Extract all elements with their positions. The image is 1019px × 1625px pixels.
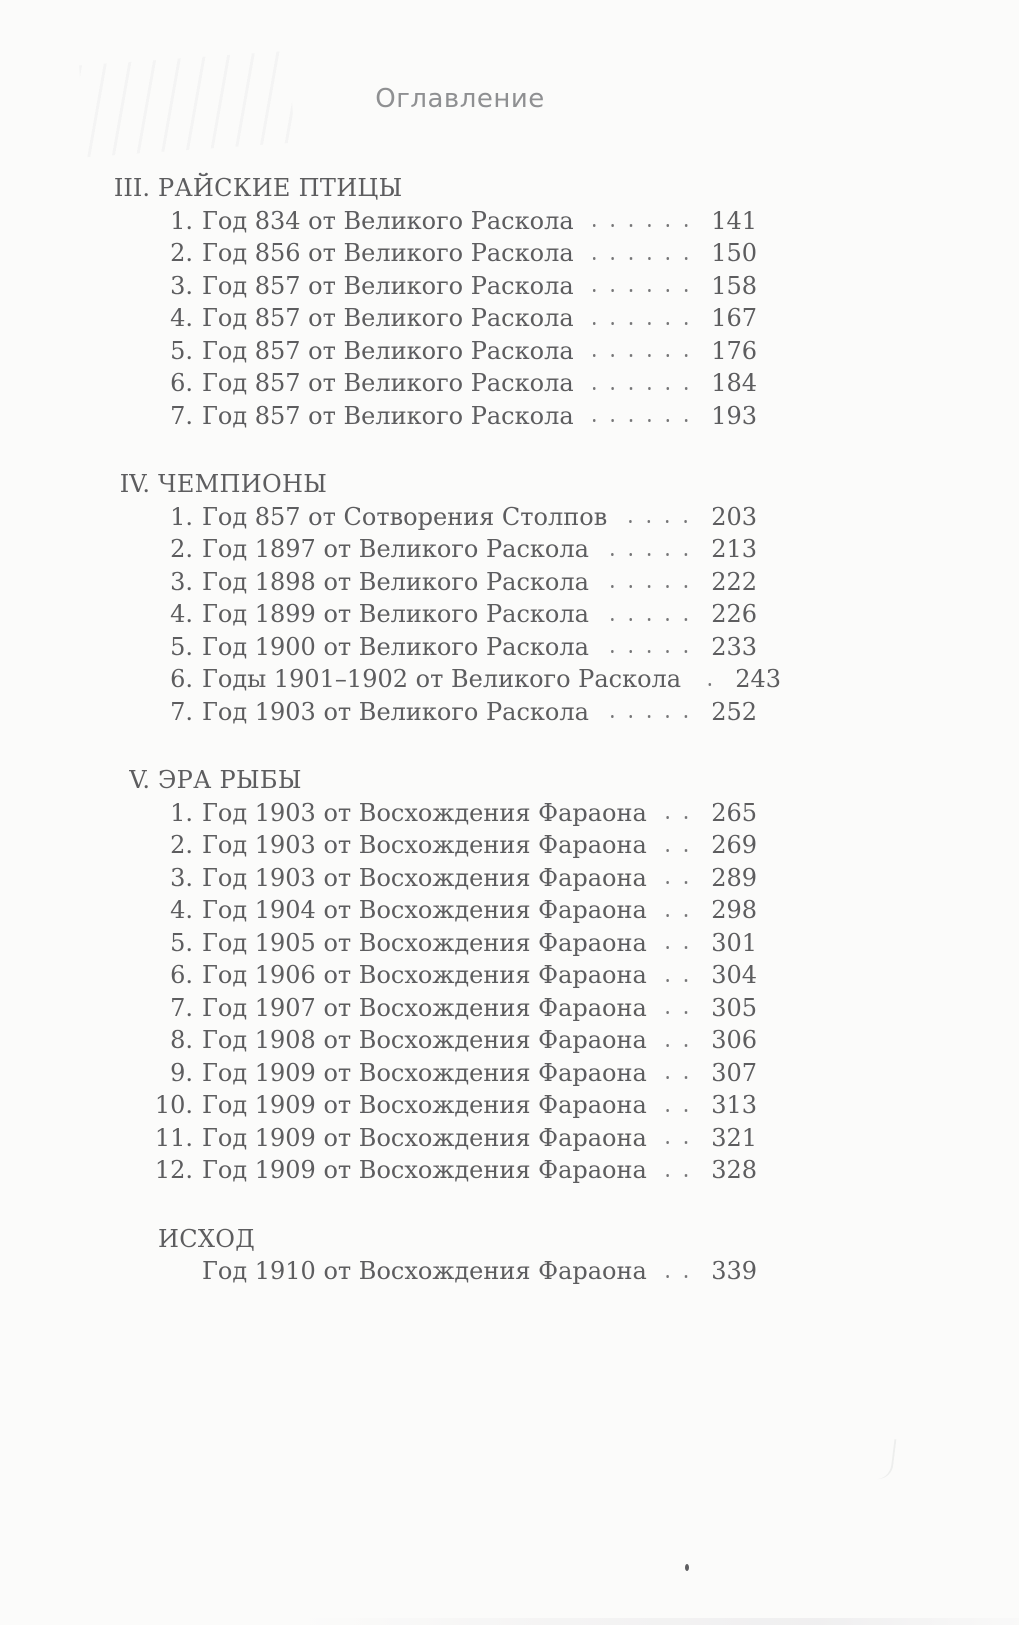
dot-leader xyxy=(661,971,695,990)
toc-section xyxy=(100,1223,757,1288)
dot-leader xyxy=(588,281,695,300)
dot-leader xyxy=(588,249,695,268)
entry-title: Год 1897 от Великого Раскола xyxy=(202,535,589,563)
entry-page-number: 222 xyxy=(711,567,757,596)
entry-title: Год 1909 от Восхождения Фараона xyxy=(202,1156,647,1184)
entry-title: Год 1903 от Восхождения Фараона xyxy=(202,798,647,827)
entry-page-number: 193 xyxy=(711,401,757,430)
scan-mark xyxy=(874,1437,897,1481)
toc-entry xyxy=(100,566,757,599)
dot-leader xyxy=(661,841,695,860)
dot-leader xyxy=(661,1003,695,1022)
section-title: ЧЕМПИОНЫ xyxy=(158,470,328,498)
dot-leader xyxy=(588,379,695,398)
dot-leader xyxy=(588,314,695,333)
entry-title: Год 1903 от Восхождения Фараона xyxy=(202,831,647,859)
entry-number: 6. xyxy=(170,665,193,693)
entry-number: 5. xyxy=(170,632,193,661)
section-header xyxy=(100,1223,757,1256)
section-entries xyxy=(100,1255,757,1288)
entry-page-number: 306 xyxy=(711,1026,757,1054)
toc-entry xyxy=(100,862,757,895)
scan-speck xyxy=(685,1564,689,1571)
dot-leader xyxy=(603,577,695,596)
dot-leader xyxy=(661,1133,695,1152)
section-title: ЭРА РЫБЫ xyxy=(158,766,302,794)
entry-page-number: 298 xyxy=(711,896,757,924)
entry-title: Год 1906 от Восхождения Фараона xyxy=(202,961,647,989)
entry-title: Год 1905 от Восхождения Фараона xyxy=(202,928,647,957)
entry-page-number: 167 xyxy=(711,304,757,332)
entry-number: 1. xyxy=(170,206,193,235)
entry-title: Год 857 от Великого Раскола xyxy=(202,369,574,397)
entry-page-number: 321 xyxy=(711,1123,757,1152)
toc-section xyxy=(100,764,757,1187)
toc-entry xyxy=(100,1024,757,1057)
entry-number: 7. xyxy=(170,697,193,726)
dot-leader xyxy=(695,675,719,694)
entry-title: Год 1899 от Великого Раскола xyxy=(202,600,589,628)
entry-number: 4. xyxy=(170,600,193,628)
entry-page-number: 141 xyxy=(711,206,757,235)
dot-leader xyxy=(661,808,695,827)
entry-title: Год 1898 от Великого Раскола xyxy=(202,567,589,596)
entry-title: Год 857 от Великого Раскола xyxy=(202,336,574,365)
toc-entry xyxy=(100,335,757,368)
entry-page-number: 158 xyxy=(711,271,757,300)
entry-number: 5. xyxy=(170,928,193,957)
entry-number: 1. xyxy=(170,798,193,827)
section-entries xyxy=(100,501,782,729)
entry-title: Год 834 от Великого Раскола xyxy=(202,206,574,235)
dot-leader xyxy=(661,906,695,925)
toc-entry xyxy=(100,400,757,433)
entry-title: Год 1908 от Восхождения Фараона xyxy=(202,1026,647,1054)
entry-page-number: 184 xyxy=(711,369,757,397)
entry-number: 7. xyxy=(170,401,193,430)
toc-entry xyxy=(100,302,757,335)
entry-number: 5. xyxy=(170,336,193,365)
dot-leader xyxy=(588,216,695,235)
entry-title: Год 1907 от Восхождения Фараона xyxy=(202,993,647,1022)
dot-leader xyxy=(661,938,695,957)
toc-section xyxy=(100,172,757,432)
entry-page-number: 213 xyxy=(711,535,757,563)
toc-entry xyxy=(100,829,757,862)
toc-section xyxy=(100,468,782,728)
entry-title: Год 857 от Сотворения Столпов xyxy=(202,502,608,531)
dot-leader xyxy=(661,1036,695,1055)
dot-leader xyxy=(588,346,695,365)
toc-entry xyxy=(100,927,757,960)
entry-title: Год 1903 от Великого Раскола xyxy=(202,697,589,726)
entry-page-number: 203 xyxy=(711,502,757,531)
entry-page-number: 313 xyxy=(711,1091,757,1119)
entry-page-number: 265 xyxy=(711,798,757,827)
entry-page-number: 243 xyxy=(735,665,782,693)
toc-entry xyxy=(100,367,757,400)
section-numeral: III. xyxy=(113,174,150,202)
entry-number: 3. xyxy=(170,567,193,596)
entry-page-number: 305 xyxy=(711,993,757,1022)
section-entries xyxy=(100,205,757,433)
table-of-contents xyxy=(100,172,782,1288)
dot-leader xyxy=(621,512,695,531)
entry-number: 2. xyxy=(170,239,193,267)
entry-number: 10. xyxy=(154,1091,193,1119)
entry-title: Год 1900 от Великого Раскола xyxy=(202,632,589,661)
entry-title: Год 857 от Великого Раскола xyxy=(202,401,574,430)
entry-title: Год 1910 от Восхождения Фараона xyxy=(202,1257,647,1285)
section-header xyxy=(100,764,757,797)
toc-entry xyxy=(100,237,757,270)
dot-leader xyxy=(588,411,695,430)
entry-page-number: 176 xyxy=(711,336,757,365)
entry-number: 3. xyxy=(170,863,193,892)
entry-page-number: 301 xyxy=(711,928,757,957)
entry-title: Годы 1901–1902 от Великого Раскола xyxy=(202,665,682,693)
entry-number: 6. xyxy=(170,961,193,989)
dot-leader xyxy=(603,610,695,629)
entry-title: Год 857 от Великого Раскола xyxy=(202,304,574,332)
toc-entry xyxy=(100,205,757,238)
toc-entry xyxy=(100,1255,757,1288)
toc-entry xyxy=(100,894,757,927)
dot-leader xyxy=(603,642,695,661)
entry-number: 8. xyxy=(170,1026,193,1054)
dot-leader xyxy=(661,1068,695,1087)
dot-leader xyxy=(603,707,695,726)
entry-page-number: 289 xyxy=(711,863,757,892)
toc-entry xyxy=(100,663,782,696)
dot-leader xyxy=(661,1166,695,1185)
toc-entry xyxy=(100,533,757,566)
toc-entry xyxy=(100,1089,757,1122)
entry-number: 4. xyxy=(170,304,193,332)
entry-number: 1. xyxy=(170,502,193,531)
section-numeral: V. xyxy=(129,766,150,794)
entry-page-number: 226 xyxy=(711,600,757,628)
entry-title: Год 1903 от Восхождения Фараона xyxy=(202,863,647,892)
toc-entry xyxy=(100,959,757,992)
section-numeral: IV. xyxy=(119,470,150,498)
entry-title: Год 1909 от Восхождения Фараона xyxy=(202,1091,647,1119)
entry-page-number: 339 xyxy=(711,1257,757,1285)
entry-number: 6. xyxy=(170,369,193,397)
entry-page-number: 269 xyxy=(711,831,757,859)
toc-entry xyxy=(100,501,757,534)
dot-leader xyxy=(603,545,695,564)
toc-entry xyxy=(100,696,757,729)
toc-entry xyxy=(100,598,757,631)
entry-number: 12. xyxy=(154,1156,193,1184)
entry-number: 7. xyxy=(170,993,193,1022)
section-entries xyxy=(100,797,757,1187)
entry-number: 2. xyxy=(170,831,193,859)
entry-page-number: 307 xyxy=(711,1058,757,1087)
entry-page-number: 252 xyxy=(711,697,757,726)
entry-number: 4. xyxy=(170,896,193,924)
toc-entry xyxy=(100,631,757,664)
toc-entry xyxy=(100,992,757,1025)
entry-number: 3. xyxy=(170,271,193,300)
dot-leader xyxy=(661,1267,695,1286)
entry-title: Год 1909 от Восхождения Фараона xyxy=(202,1123,647,1152)
toc-entry xyxy=(100,1057,757,1090)
entry-page-number: 233 xyxy=(711,632,757,661)
toc-entry xyxy=(100,270,757,303)
section-title: ИСХОД xyxy=(158,1224,256,1253)
entry-number: 2. xyxy=(170,535,193,563)
entry-title: Год 1904 от Восхождения Фараона xyxy=(202,896,647,924)
page-title: Оглавление xyxy=(375,84,545,114)
entry-number: 11. xyxy=(154,1123,193,1152)
entry-title: Год 1909 от Восхождения Фараона xyxy=(202,1058,647,1087)
dot-leader xyxy=(661,1101,695,1120)
section-header xyxy=(100,468,757,501)
section-title: РАЙСКИЕ ПТИЦЫ xyxy=(158,174,403,202)
scan-edge-noise xyxy=(300,1618,1019,1625)
section-header xyxy=(100,172,757,205)
entry-page-number: 328 xyxy=(711,1156,757,1184)
entry-title: Год 857 от Великого Раскола xyxy=(202,271,574,300)
toc-entry xyxy=(100,797,757,830)
entry-number: 9. xyxy=(170,1058,193,1087)
entry-title: Год 856 от Великого Раскола xyxy=(202,239,574,267)
toc-entry xyxy=(100,1154,757,1187)
dot-leader xyxy=(661,873,695,892)
entry-page-number: 304 xyxy=(711,961,757,989)
toc-entry xyxy=(100,1122,757,1155)
entry-page-number: 150 xyxy=(711,239,757,267)
